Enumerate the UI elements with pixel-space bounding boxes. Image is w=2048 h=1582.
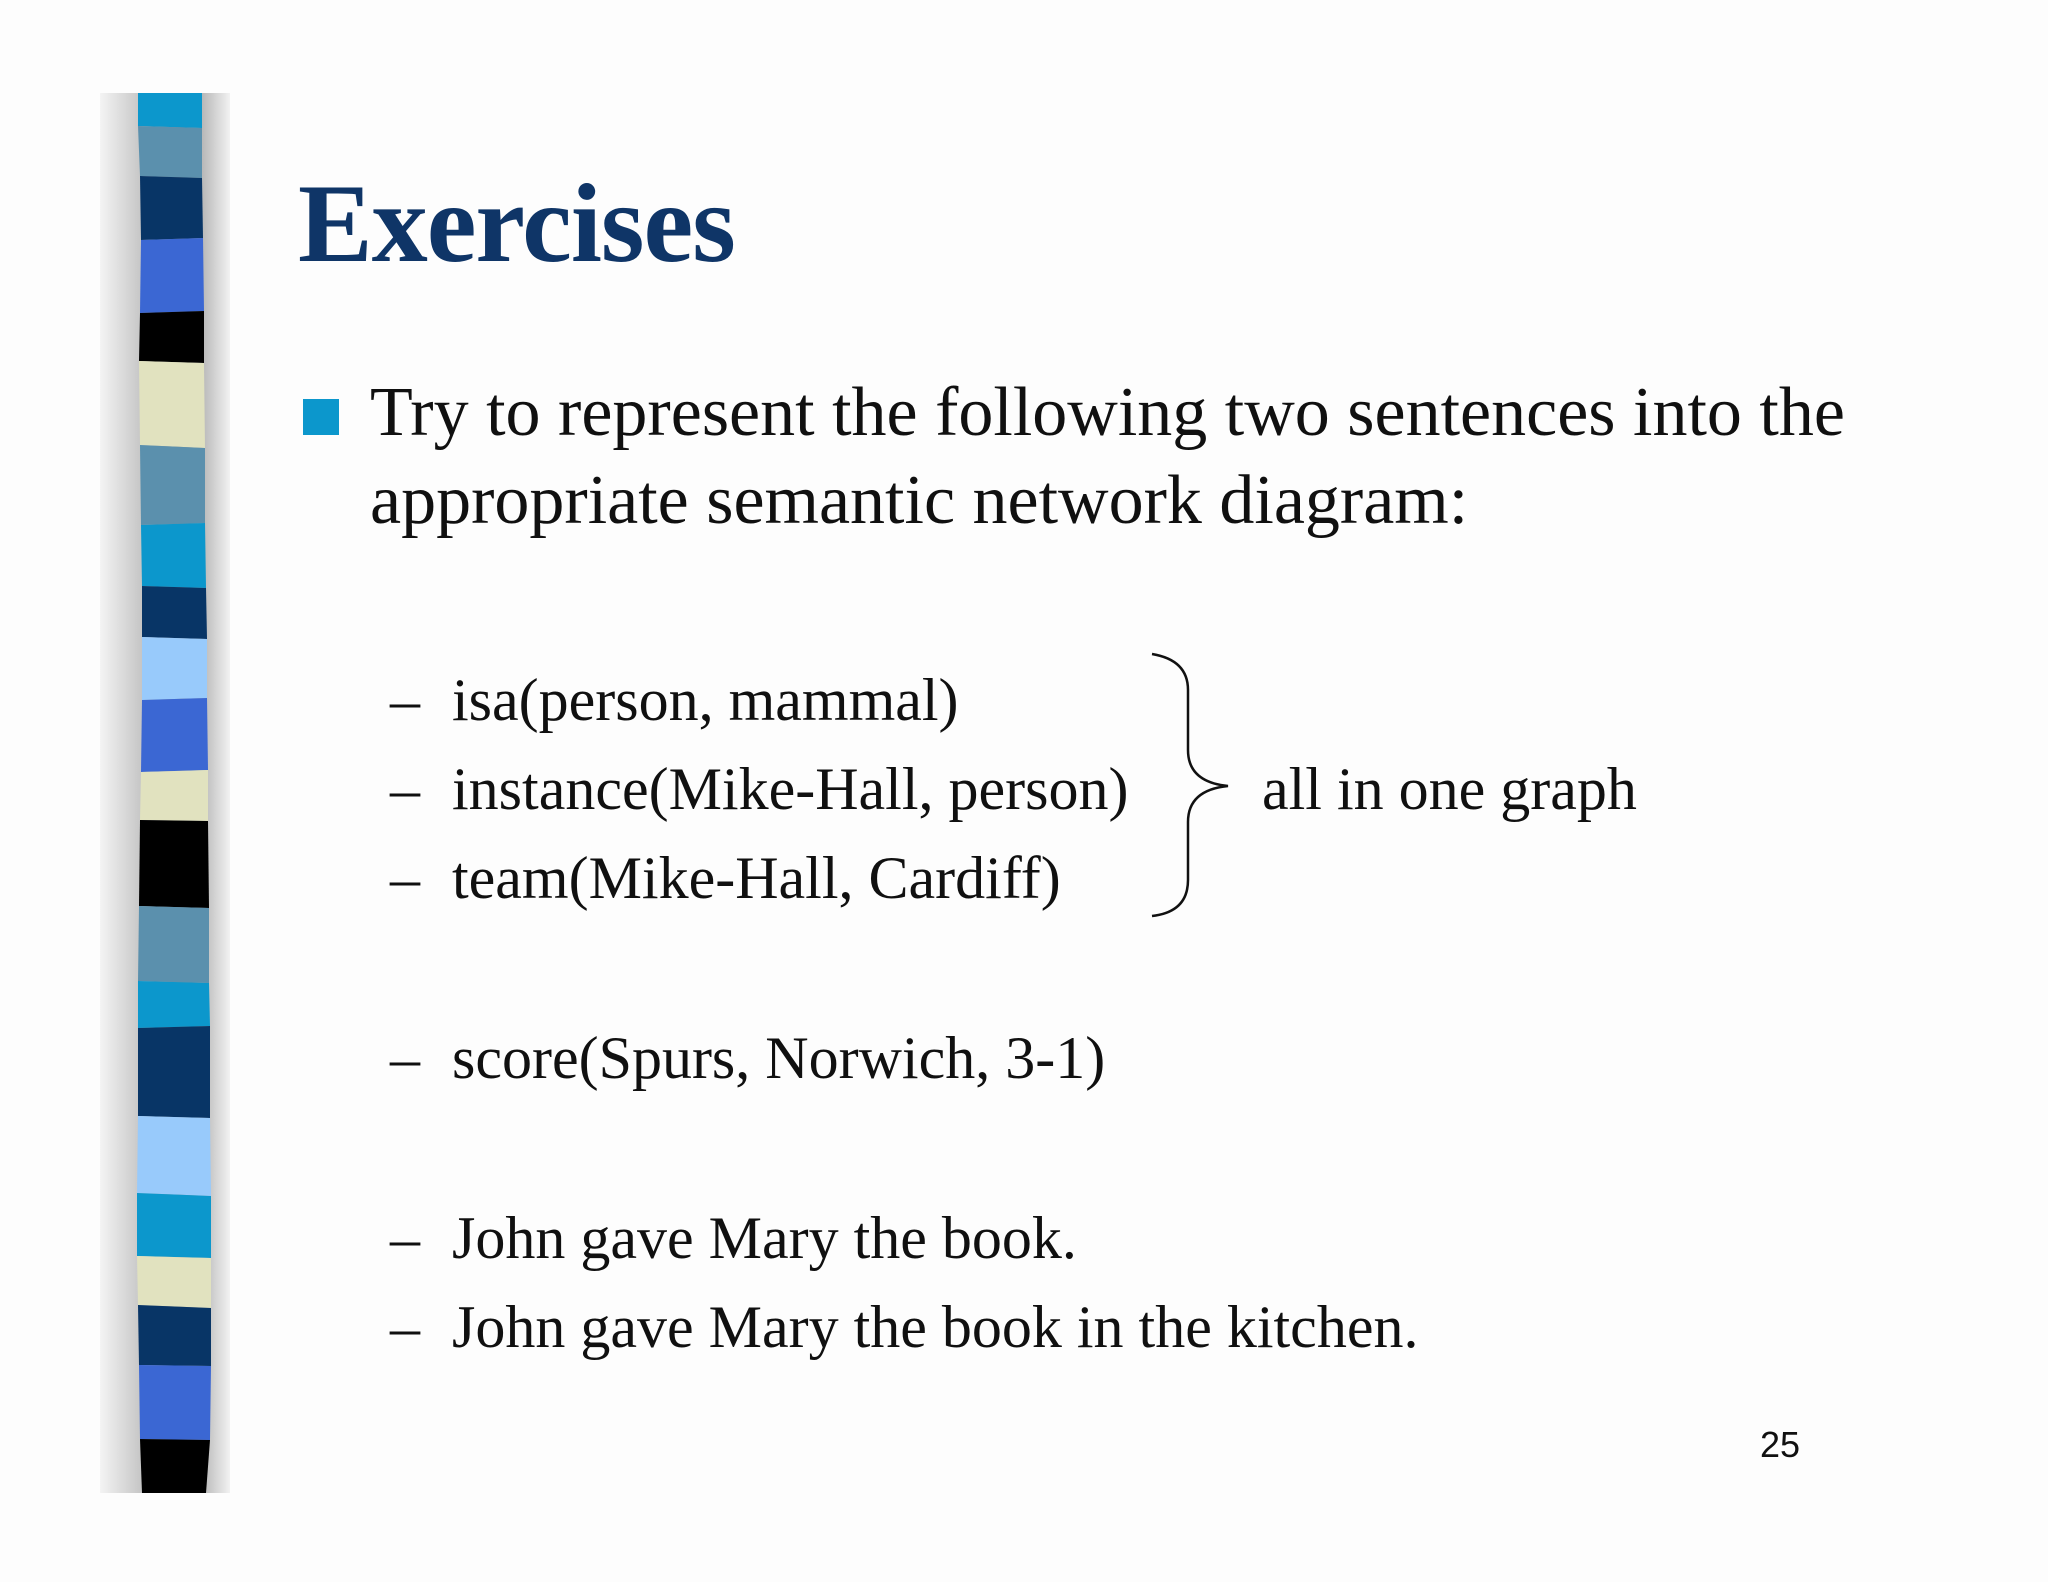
sub-item-isa bbox=[390, 660, 959, 740]
bullet-square-icon bbox=[303, 399, 339, 435]
sub-item-sentence-2 bbox=[390, 1287, 1418, 1367]
page-number: 25 bbox=[1760, 1424, 1801, 1465]
stripe-bands bbox=[100, 93, 230, 1493]
right-brace-icon bbox=[1140, 650, 1240, 920]
sub-item-text: score(Spurs, Norwich, 3-1) bbox=[452, 1025, 1106, 1091]
sub-item-score bbox=[390, 1018, 1105, 1098]
decorative-stripe bbox=[100, 93, 230, 1493]
dash-marker: – bbox=[390, 1205, 420, 1271]
sub-item-text: John gave Mary the book. bbox=[452, 1205, 1077, 1271]
sub-item-text: instance(Mike-Hall, person) bbox=[452, 756, 1129, 822]
sub-item-text: John gave Mary the book in the kitchen. bbox=[452, 1294, 1419, 1360]
dash-marker: – bbox=[390, 756, 420, 822]
slide-title: Exercises bbox=[298, 162, 735, 286]
brace-annotation: all in one graph bbox=[1262, 756, 1637, 822]
sub-item-instance bbox=[390, 749, 1128, 829]
sub-item-text: team(Mike-Hall, Cardiff) bbox=[452, 845, 1061, 911]
bullet-text-line-2: appropriate semantic network diagram: bbox=[370, 462, 1469, 539]
sub-item-team bbox=[390, 838, 1061, 918]
dash-marker: – bbox=[390, 1025, 420, 1091]
dash-marker: – bbox=[390, 667, 420, 733]
dash-marker: – bbox=[390, 1294, 420, 1360]
sub-item-sentence-1 bbox=[390, 1198, 1077, 1278]
bullet-text-line-1: Try to represent the following two sentences into the bbox=[370, 374, 1845, 451]
sub-item-text: isa(person, mammal) bbox=[452, 667, 959, 733]
dash-marker: – bbox=[390, 845, 420, 911]
